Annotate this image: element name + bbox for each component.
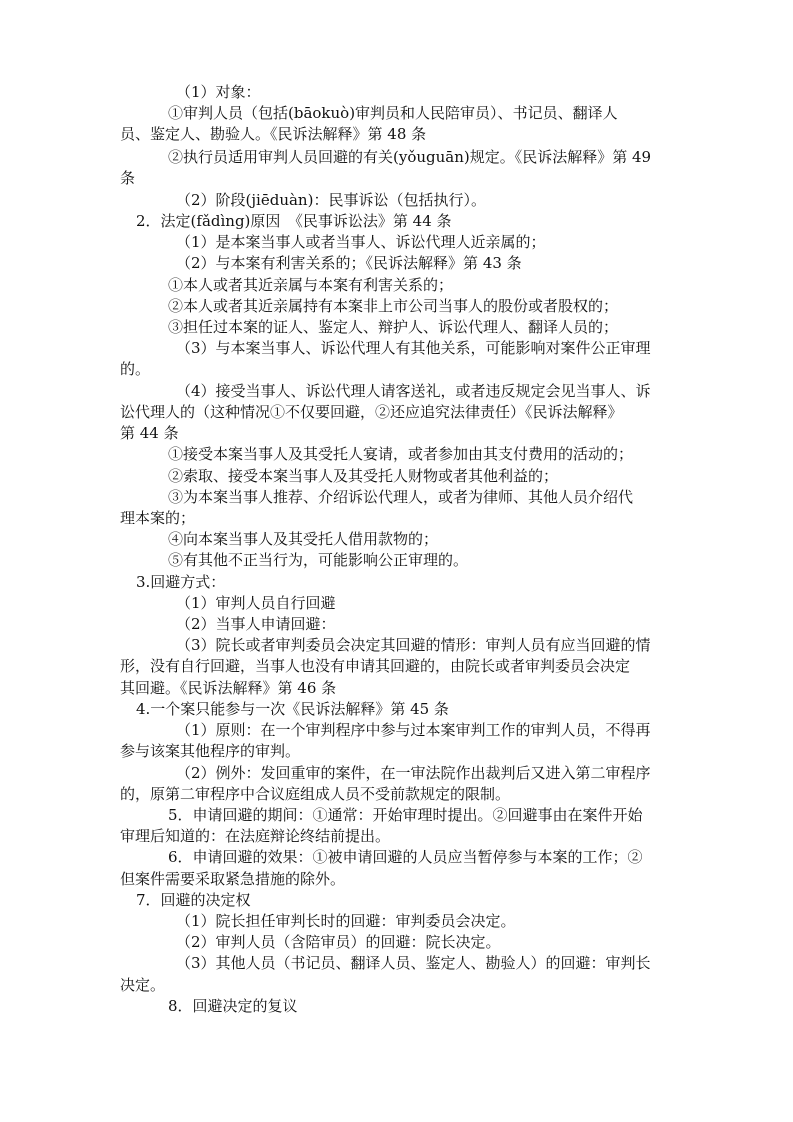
text-line: ①接受本案当事人及其受托人宴请，或者参加由其支付费用的活动的；	[168, 445, 634, 463]
text-line: （1）是本案当事人或者当事人、诉讼代理人近亲属的；	[176, 233, 546, 251]
text-line: 的，原第二审程序中合议庭组成人员不受前款规定的限制。	[120, 785, 511, 803]
text-line: （3）与本案当事人、诉讼代理人有其他关系，可能影响对案件公正审理	[176, 339, 651, 357]
text-line: 理本案的；	[120, 509, 196, 527]
text-line: （2）当事人申请回避：	[176, 615, 336, 633]
text-line: 条	[120, 169, 136, 187]
text-line: （2）阶段(jiēduàn)：民事诉讼（包括执行）。	[176, 191, 486, 209]
section-heading: 6．申请回避的效果：①被申请回避的人员应当暂停参与本案的工作；②	[168, 848, 643, 866]
text-line: ①审判人员（包括(bāokuò)审判员和人民陪审员）、书记员、翻译人	[168, 104, 618, 122]
section-heading: 5．申请回避的期间：①通常：开始审理时提出。②回避事由在案件开始	[168, 806, 643, 824]
text-line: （2）与本案有利害关系的；《民诉法解释》第 43 条	[176, 254, 522, 272]
text-line: （1）对象：	[176, 83, 261, 101]
text-line: （1）原则：在一个审判程序中参与过本案审判工作的审判人员，不得再	[176, 721, 651, 739]
text-line: （3）其他人员（书记员、翻译人员、鉴定人、勘验人）的回避：审判长	[176, 954, 651, 972]
text-line: ②本人或者其近亲属持有本案非上市公司当事人的股份或者股权的；	[168, 297, 619, 315]
text-line: （1）院长担任审判长时的回避：审判委员会决定。	[176, 912, 516, 930]
text-line: 员、鉴定人、勘验人。《民诉法解释》第 48 条	[120, 125, 427, 143]
text-line: （4）接受当事人、诉讼代理人请客送礼，或者违反规定会见当事人、诉	[176, 382, 651, 400]
section-heading: 3.回避方式：	[136, 573, 226, 591]
text-line: ①本人或者其近亲属与本案有利害关系的；	[168, 276, 454, 294]
text-line: 但案件需要采取紧急措施的除外。	[120, 870, 346, 888]
text-line: 的。	[120, 360, 151, 378]
text-line: ③为本案当事人推荐、介绍诉讼代理人，或者为律师、其他人员介绍代	[168, 488, 634, 506]
text-line: 第 44 条	[120, 424, 179, 442]
text-line: 审理后知道的：在法庭辩论终结前提出。	[120, 827, 391, 845]
text-line: ③担任过本案的证人、鉴定人、辩护人、诉讼代理人、翻译人员的；	[168, 318, 619, 336]
section-heading: 7．回避的决定权	[136, 891, 251, 909]
text-line: （2）例外：发回重审的案件，在一审法院作出裁判后又进入第二审程序	[176, 764, 651, 782]
section-heading: 2．法定(fǎdìng)原因 《民事诉讼法》第 44 条	[136, 212, 452, 230]
text-line: ④向本案当事人及其受托人借用款物的；	[168, 530, 439, 548]
text-line: 参与该案其他程序的审判。	[120, 742, 301, 760]
section-heading: 8．回避决定的复议	[168, 997, 298, 1015]
text-line: 其回避。《民诉法解释》第 46 条	[120, 679, 337, 697]
text-line: 讼代理人的（这种情况①不仅要回避，②还应追究法律责任）《民诉法解释》	[120, 403, 623, 421]
text-line: ⑤有其他不正当行为，可能影响公正审理的。	[168, 551, 469, 569]
text-line: 形，没有自行回避，当事人也没有申请其回避的，由院长或者审判委员会决定	[120, 657, 631, 675]
text-line: （1）审判人员自行回避	[176, 594, 336, 612]
section-heading: 4.一个案只能参与一次《民诉法解释》第 45 条	[136, 700, 449, 718]
text-line: （3）院长或者审判委员会决定其回避的情形：审判人员有应当回避的情	[176, 636, 651, 654]
text-line: （2）审判人员（含陪审员）的回避：院长决定。	[176, 933, 501, 951]
text-line: ②索取、接受本案当事人及其受托人财物或者其他利益的；	[168, 467, 559, 485]
text-line: ②执行员适用审判人员回避的有关(yǒuguān)规定。《民诉法解释》第 49	[168, 148, 652, 166]
text-line: 决定。	[120, 976, 166, 994]
